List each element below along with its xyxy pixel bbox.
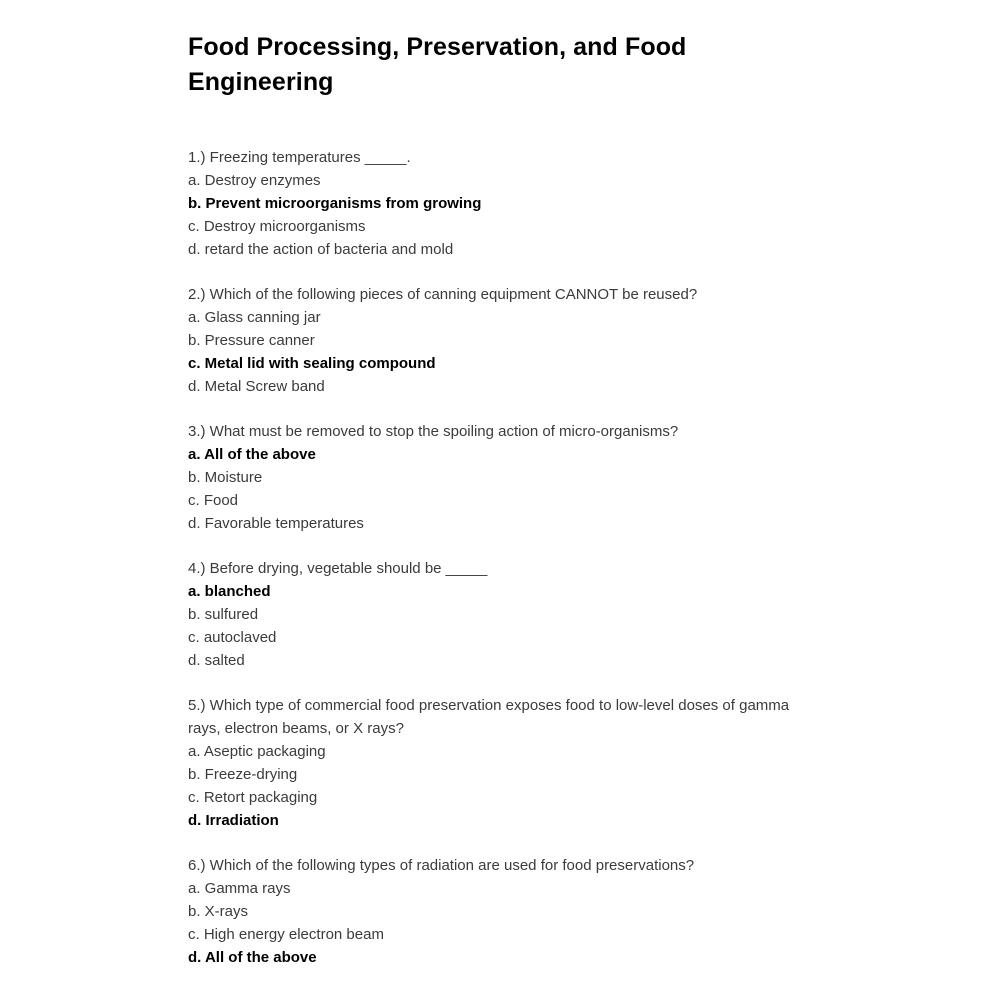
answer-option: c. autoclaved (188, 629, 277, 646)
answer-option-correct: a. All of the above (188, 446, 316, 463)
answer-option: c. Retort packaging (188, 789, 318, 806)
answer-option-correct: d. Irradiation (188, 812, 279, 829)
question-block (188, 557, 814, 672)
question-list (188, 146, 814, 969)
answer-option: b. sulfured (188, 606, 259, 623)
answer-option-correct: d. All of the above (188, 949, 317, 966)
answer-option: d. salted (188, 652, 245, 669)
question-prompt: 1.) Freezing temperatures _____. (188, 149, 411, 166)
answer-option: b. X-rays (188, 903, 249, 920)
answer-option: b. Moisture (188, 469, 263, 486)
answer-option: b. Pressure canner (188, 332, 315, 349)
answer-option-correct: a. blanched (188, 583, 271, 600)
answer-option: c. Destroy microorganisms (188, 218, 366, 235)
answer-option: a. Aseptic packaging (188, 743, 326, 760)
answer-option: d. Favorable temperatures (188, 515, 364, 532)
answer-option: a. Glass canning jar (188, 309, 321, 326)
answer-option: a. Destroy enzymes (188, 172, 321, 189)
question-block (188, 694, 814, 832)
answer-option: a. Gamma rays (188, 880, 291, 897)
question-block (188, 854, 814, 969)
document-title: Food Processing, Preservation, and Food Engineering (188, 33, 687, 96)
answer-option: c. High energy electron beam (188, 926, 384, 943)
question-block (188, 146, 814, 261)
answer-option: d. Metal Screw band (188, 378, 325, 395)
answer-option-correct: b. Prevent microorganisms from growing (188, 195, 482, 212)
answer-option: c. Food (188, 492, 239, 509)
question-prompt: 2.) Which of the following pieces of canning equipment CANNOT be reused? (188, 286, 698, 303)
question-block (188, 283, 814, 398)
question-prompt: 5.) Which type of commercial food preservation exposes food to low-level doses of gamma rays, electron beams, or X rays? (188, 697, 790, 737)
question-prompt: 3.) What must be removed to stop the spoiling action of micro-organisms? (188, 423, 679, 440)
answer-option: b. Freeze-drying (188, 766, 298, 783)
answer-option-correct: c. Metal lid with sealing compound (188, 355, 436, 372)
question-prompt: 6.) Which of the following types of radiation are used for food preservations? (188, 857, 695, 874)
question-block (188, 420, 814, 535)
answer-option: d. retard the action of bacteria and mold (188, 241, 454, 258)
question-prompt: 4.) Before drying, vegetable should be _____ (188, 560, 488, 577)
